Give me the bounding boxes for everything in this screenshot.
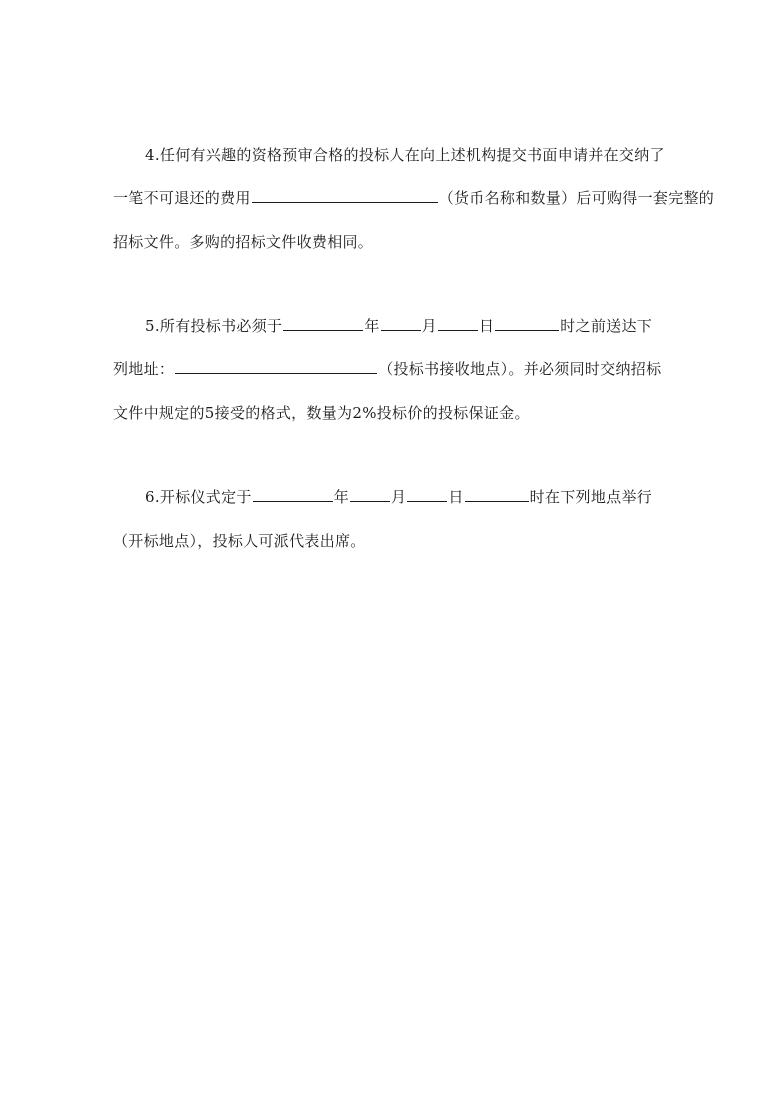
paragraph-6-line-2: [113, 531, 665, 551]
paragraph-6-text: （开标地点），投标人可派代表出席。: [113, 532, 366, 550]
paragraph-4-line-1: [145, 145, 665, 165]
paragraph-4-text: 4.任何有兴趣的资格预审合格的投标人在向上述机构提交书面申请并在交纳了: [145, 146, 665, 164]
paragraph-6-text: 时在下列地点举行: [529, 488, 653, 506]
paragraph-5-line-1: [145, 316, 665, 336]
paragraph-6-text: 6.开标仪式定于: [145, 488, 252, 506]
deadline-day-blank[interactable]: [438, 316, 478, 331]
paragraph-5-line-2: [113, 359, 665, 379]
deadline-month-blank[interactable]: [381, 316, 421, 331]
month-label: 月: [421, 317, 437, 335]
paragraph-5-text: 列地址：: [113, 360, 175, 378]
opening-hour-blank[interactable]: [465, 487, 529, 502]
paragraph-5-text: （投标书接收地点）。并必须同时交纳招标: [378, 360, 662, 378]
submission-address-blank[interactable]: [175, 359, 377, 374]
year-label: 年: [364, 317, 380, 335]
deadline-hour-blank[interactable]: [495, 316, 559, 331]
paragraph-4-line-3: [113, 232, 665, 252]
paragraph-4-line-2: [113, 188, 715, 208]
day-label: 日: [478, 317, 495, 335]
paragraph-5-text: 5.所有投标书必须于: [145, 317, 283, 335]
paragraph-4-text: （货币名称和数量）后可购得一套完整的: [438, 189, 715, 207]
deadline-year-blank[interactable]: [283, 316, 363, 331]
month-label: 月: [391, 488, 407, 506]
opening-day-blank[interactable]: [407, 487, 447, 502]
opening-month-blank[interactable]: [350, 487, 390, 502]
paragraph-4-text: 招标文件。多购的招标文件收费相同。: [113, 233, 374, 251]
paragraph-4-text: 一笔不可退还的费用: [113, 189, 251, 207]
paragraph-5-text: 文件中规定的5接受的格式，数量为2%投标价的投标保证金。: [113, 404, 530, 422]
fee-blank[interactable]: [252, 188, 438, 203]
day-label: 日: [448, 488, 464, 506]
paragraph-6-line-1: [145, 487, 665, 507]
paragraph-5-text: 时之前送达下: [560, 317, 653, 335]
paragraph-5-line-3: [113, 403, 665, 423]
opening-year-blank[interactable]: [253, 487, 333, 502]
year-label: 年: [333, 488, 350, 506]
